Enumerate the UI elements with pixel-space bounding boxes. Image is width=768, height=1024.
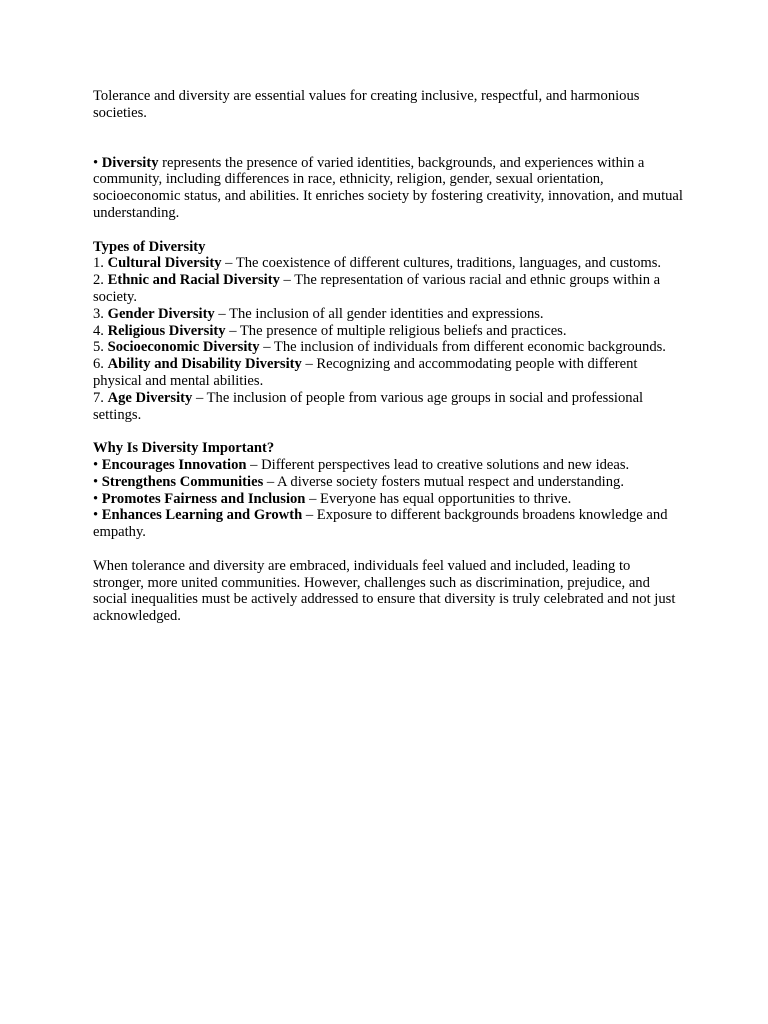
spacer: [93, 222, 683, 239]
item-text: – The inclusion of people from various age groups in social and professional settings.: [93, 389, 644, 423]
importance-heading: [93, 440, 683, 457]
type-item: [93, 255, 683, 272]
bullet: •: [93, 490, 102, 507]
definition-term: Diversity: [101, 154, 159, 171]
item-text: – The representation of various racial and ethnic groups within a society.: [93, 272, 661, 305]
item-text: – Recognizing and accommodating people with different physical and mental abilities.: [93, 356, 638, 389]
bullet: •: [93, 154, 99, 171]
item-number: 6.: [93, 356, 108, 373]
type-item: [93, 323, 683, 340]
item-term: Strengthens Communities: [101, 473, 264, 490]
definition-text: represents the presence of varied identities, backgrounds, and experiences within a community, including differences in race, ethnicity, religion, gender, sexual orientation, socioeconomic status, and abilities. It enriches society by fostering creativity, innovation, and mutual understanding.: [93, 154, 683, 221]
item-number: 3.: [93, 305, 108, 322]
type-item: [93, 306, 683, 323]
item-text: – The presence of multiple religious beliefs and practices.: [225, 322, 567, 339]
item-text: – The inclusion of individuals from different economic backgrounds.: [259, 339, 666, 356]
item-text: – Everyone has equal opportunities to thrive.: [305, 490, 572, 507]
item-text: – Different perspectives lead to creative solutions and new ideas.: [246, 456, 630, 473]
spacer: [93, 423, 683, 440]
item-number: 2.: [93, 272, 108, 289]
document-page: [93, 88, 683, 625]
bullet: •: [93, 473, 102, 490]
item-term: Encourages Innovation: [101, 456, 247, 473]
diversity-definition: [93, 155, 683, 222]
importance-heading-text: Why Is Diversity Important?: [93, 440, 275, 457]
item-term: Gender Diversity: [107, 305, 215, 322]
bullet: •: [93, 456, 102, 473]
conclusion-paragraph: When tolerance and diversity are embraced, individuals feel valued and included, leading to stronger, more united communities. However, challenges such as discrimination, prejudice, and social inequalities must be actively addressed to ensure that diversity is truly celebrated and not just acknowledged.: [93, 557, 676, 625]
bullet: •: [93, 507, 102, 524]
item-term: Enhances Learning and Growth: [101, 507, 303, 524]
item-term: Cultural Diversity: [107, 255, 222, 272]
importance-item: [93, 474, 683, 491]
spacer: [93, 122, 683, 155]
importance-item: [93, 491, 683, 508]
item-number: 7.: [93, 389, 108, 406]
type-item: [93, 339, 683, 356]
item-text: – The coexistence of different cultures, traditions, languages, and customs.: [221, 255, 662, 272]
item-term: Promotes Fairness and Inclusion: [101, 490, 306, 507]
importance-item: [93, 507, 683, 541]
item-term: Ability and Disability Diversity: [107, 356, 302, 373]
item-text: – A diverse society fosters mutual respect and understanding.: [263, 473, 624, 490]
type-item: [93, 272, 683, 306]
types-heading-text: Types of Diversity: [93, 238, 206, 255]
item-number: 5.: [93, 339, 108, 356]
item-text: – The inclusion of all gender identities and expressions.: [214, 305, 544, 322]
item-term: Age Diversity: [107, 389, 193, 406]
item-number: 1.: [93, 255, 108, 272]
type-item: [93, 356, 683, 390]
importance-item: [93, 457, 683, 474]
spacer: [93, 541, 683, 558]
item-term: Religious Diversity: [107, 322, 226, 339]
item-text: – Exposure to different backgrounds broadens knowledge and empathy.: [93, 507, 668, 541]
item-number: 4.: [93, 322, 108, 339]
intro-paragraph: Tolerance and diversity are essential values for creating inclusive, respectful, and harmonious societies.: [93, 88, 640, 121]
item-term: Ethnic and Racial Diversity: [107, 272, 280, 289]
types-heading: [93, 239, 683, 256]
type-item: [93, 390, 683, 424]
item-term: Socioeconomic Diversity: [107, 339, 260, 356]
